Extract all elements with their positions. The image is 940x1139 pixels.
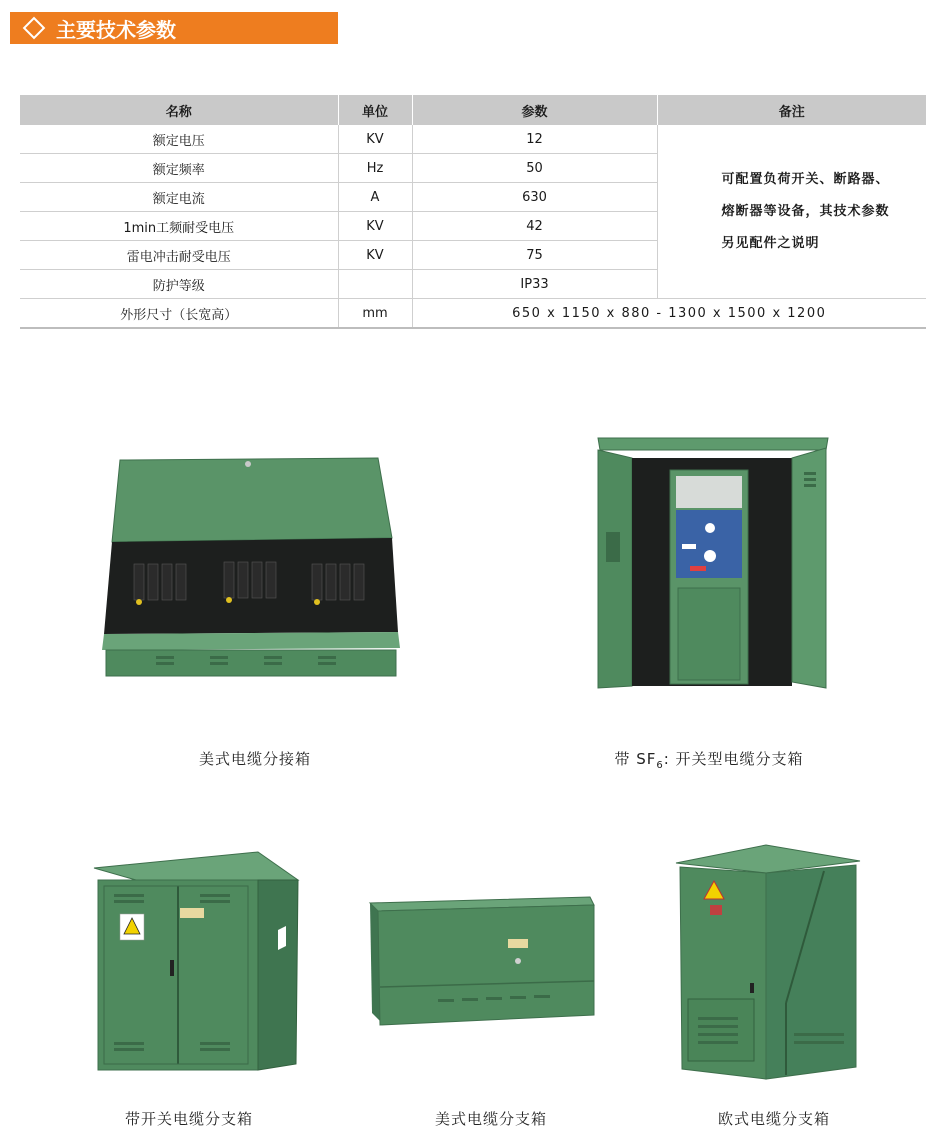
caption-switch-branch: 带开关电缆分支箱 — [124, 1110, 253, 1128]
header-note: 备注 — [657, 95, 926, 125]
switch-branch-box-image — [90, 850, 302, 1074]
header-value: 参数 — [412, 95, 657, 125]
european-branch-box-image — [674, 843, 862, 1083]
row-unit: KV — [338, 241, 412, 270]
table-row — [20, 299, 926, 329]
row-name: 额定电压 — [20, 125, 338, 154]
caption-sf6-prefix: 带 SF — [614, 750, 657, 768]
row-value: 630 — [412, 183, 657, 212]
row-value: 75 — [412, 241, 657, 270]
header-name: 名称 — [20, 95, 338, 125]
american-junction-box-image — [100, 452, 406, 680]
row-name: 额定电流 — [20, 183, 338, 212]
header-unit: 单位 — [338, 95, 412, 125]
table-row — [20, 125, 926, 154]
row-unit: mm — [338, 299, 412, 329]
row-value: 12 — [412, 125, 657, 154]
row-name: 额定频率 — [20, 154, 338, 183]
caption-american-branch: 美式电缆分支箱 — [434, 1110, 547, 1128]
caption-american-junction: 美式电缆分接箱 — [198, 750, 311, 768]
row-value: IP33 — [412, 270, 657, 299]
row-name: 1min工频耐受电压 — [20, 212, 338, 241]
table-header-row — [20, 95, 926, 125]
note-cell: 可配置负荷开关、断路器、熔断器等设备，其技术参数另见配件之说明 — [657, 125, 926, 299]
caption-sf6-subscript: 6 — [656, 760, 664, 771]
diamond-icon — [23, 17, 46, 40]
caption-sf6-branch — [559, 748, 859, 771]
american-branch-box-image — [368, 895, 598, 1031]
row-unit — [338, 270, 412, 299]
row-value: 42 — [412, 212, 657, 241]
spec-table — [20, 95, 926, 329]
caption-european-branch: 欧式电缆分支箱 — [717, 1110, 830, 1128]
row-unit: KV — [338, 125, 412, 154]
row-name: 雷电冲击耐受电压 — [20, 241, 338, 270]
row-unit: KV — [338, 212, 412, 241]
row-value: 650 x 1150 x 880 - 1300 x 1500 x 1200 — [412, 299, 926, 329]
sf6-branch-box-image — [594, 436, 830, 692]
row-unit: A — [338, 183, 412, 212]
row-unit: Hz — [338, 154, 412, 183]
row-name: 防护等级 — [20, 270, 338, 299]
row-value: 50 — [412, 154, 657, 183]
section-title: 主要技术参数 — [56, 17, 176, 42]
row-name: 外形尺寸（长宽高） — [20, 299, 338, 329]
caption-sf6-suffix: : 开关型电缆分支箱 — [663, 750, 804, 768]
section-header — [10, 12, 338, 44]
